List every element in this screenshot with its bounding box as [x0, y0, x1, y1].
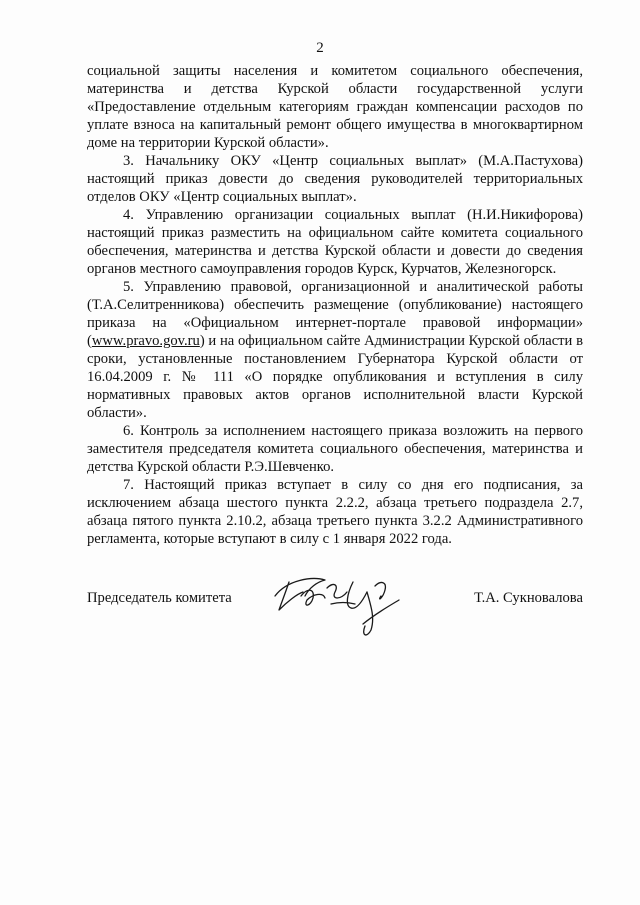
signer-name: Т.А. Сукновалова [474, 590, 583, 606]
handwritten-signature-icon [267, 566, 417, 646]
paragraph-5-text-start: 5. Управлению правовой, организационной и аналитической работы (Т.А.Селитренникова) обеспечить размещение (опубликование) настоящего приказа на «Официальном интернет-портале правовой информации» ( [87, 279, 583, 349]
paragraph-5 [87, 278, 583, 422]
paragraph-continuation: социальной защиты населения и комитетом социального обеспечения, материнства и детства Курской области государственной услуги «Предоставление отдельным категориям граждан компенсации расходов по уплате взноса на капитальный ремонт общего имущества в многоквартирном доме на территории Курской области». [87, 63, 583, 151]
paragraph-3: 3. Начальнику ОКУ «Центр социальных выплат» (М.А.Пастухова) настоящий приказ довести до сведения руководителей территориальных отделов ОКУ «Центр социальных выплат». [87, 153, 583, 205]
pravo-gov-link[interactable]: www.pravo.gov.ru [91, 333, 200, 349]
paragraph-6: 6. Контроль за исполнением настоящего приказа возложить на первого заместителя председателя комитета социального обеспечения, материнства и детства Курской области Р.Э.Шевченко. [87, 423, 583, 475]
paragraph-5-text-end: ) и на официальном сайте Администрации Курской области в сроки, установленные постановлением Губернатора Курской области от 16.04.2009 г. № 111 «О порядке опубликования и вступления в силу нормативных правовых актов органов исполнительной власти Курской области». [87, 333, 583, 421]
signature-block [87, 566, 583, 646]
document-body [87, 62, 583, 548]
page-number: 2 [316, 40, 324, 56]
paragraph-7: 7. Настоящий приказ вступает в силу со дня его подписания, за исключением абзаца шестого пункта 2.2.2, абзаца третьего подраздела 2.7, абзаца пятого пункта 2.10.2, абзаца третьего пункта 3.2.2 Административного регламента, которые вступают в силу с 1 января 2022 года. [87, 477, 583, 547]
paragraph-4: 4. Управлению организации социальных выплат (Н.И.Никифорова) настоящий приказ разместить на официальном сайте комитета социального обеспечения, материнства и детства Курской области и довести до сведения органов местного самоуправления городов Курск, Курчатов, Железногорск. [87, 207, 583, 277]
signer-title: Председатель комитета [87, 590, 232, 606]
